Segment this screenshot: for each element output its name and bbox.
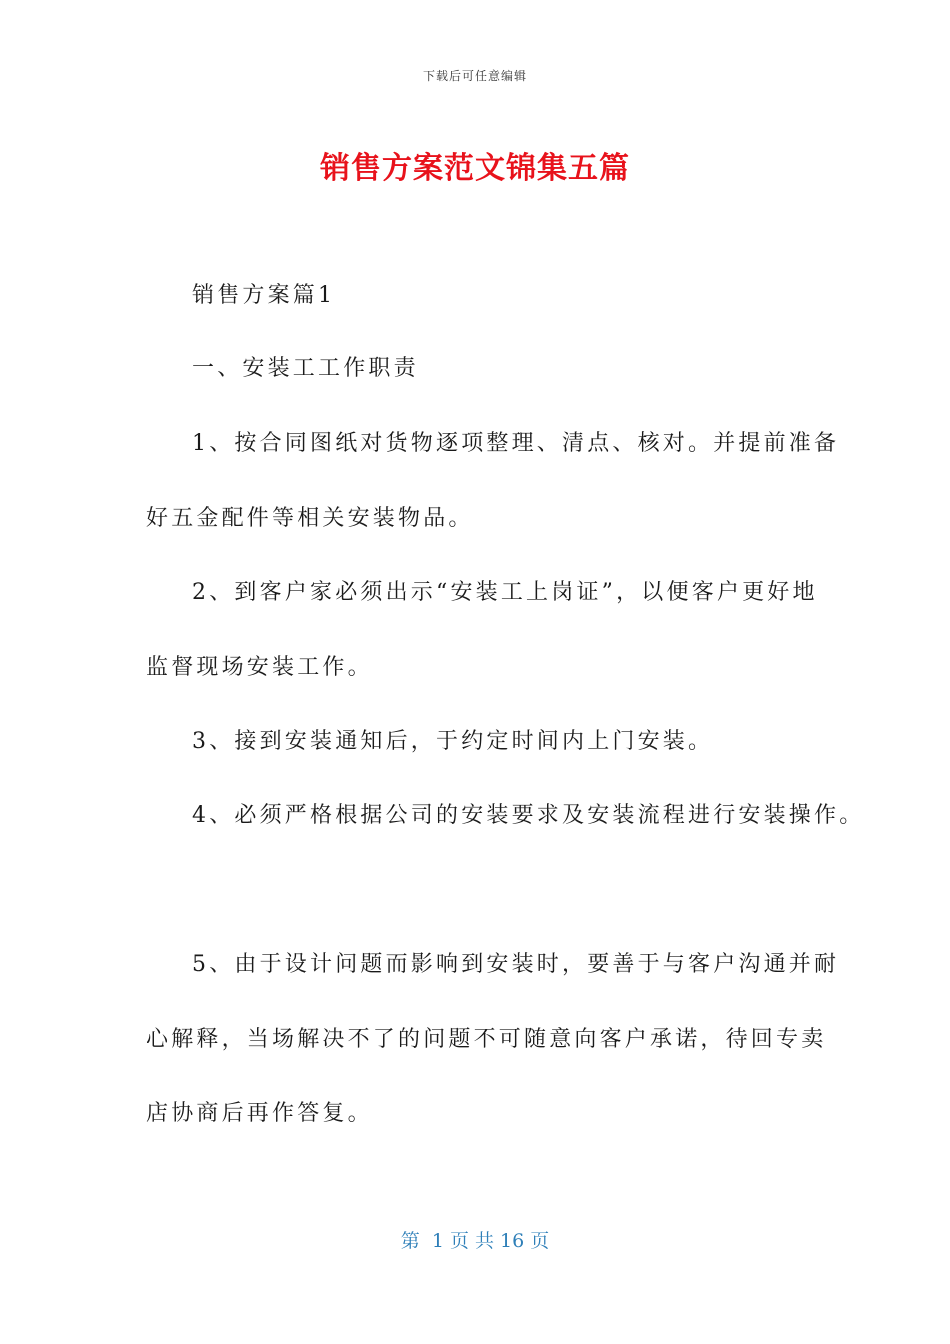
paragraph-line: 4、必须严格根据公司的安装要求及安装流程进行安装操作。 [192, 803, 865, 828]
paragraph-line: 3、接到安装通知后，于约定时间内上门安装。 [192, 729, 714, 754]
paragraph-line: 店协商后再作答复。 [146, 1101, 373, 1126]
document-title: 销售方案范文锦集五篇 [320, 151, 630, 186]
subsection-heading: 一、安装工工作职责 [192, 356, 419, 381]
paragraph-line: 2、到客户家必须出示“安装工上岗证”，以便客户更好地 [192, 580, 818, 605]
paragraph-line: 5、由于设计问题而影响到安装时，要善于与客户沟通并耐 [192, 952, 840, 977]
paragraph-line: 监督现场安装工作。 [146, 655, 373, 680]
paragraph-line: 好五金配件等相关安装物品。 [146, 506, 474, 531]
header-note: 下载后可任意编辑 [422, 69, 527, 83]
paragraph-line: 心解释，当场解决不了的问题不可随意向客户承诺，待回专卖 [146, 1027, 827, 1052]
page-number-footer: 第 1 页 共 16 页 [400, 1230, 550, 1252]
paragraph-line: 1、按合同图纸对货物逐项整理、清点、核对。并提前准备 [192, 431, 840, 456]
section-heading: 销售方案篇1 [192, 283, 336, 308]
